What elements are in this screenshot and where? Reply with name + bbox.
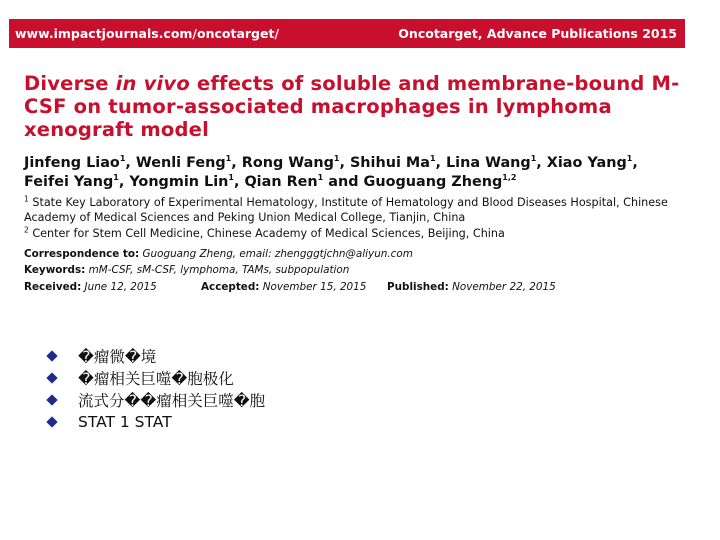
author-name: Feifei Yang [24,174,114,190]
author-separator: , [536,155,547,171]
author-separator: , [435,155,447,171]
diamond-bullet-icon [46,395,57,406]
author-affiliation-mark: 1 [113,173,119,183]
affiliation-2: $^2$ Center for Stem Cell Medicine, Chinese Academy of Medical Sciences, Beijing, China [24,225,505,240]
affiliation-1: $^1$ State Key Laboratory of Experimental Hematology, Institute of Hematology and Blood Diseases Hospital, Chinese Academy of Medical Sciences and Peking Union Medical College, Tianjin, China [24,194,668,225]
bullet-list [46,345,265,433]
author-affiliation-mark: 1 [626,154,633,164]
author-separator: , [233,174,245,190]
author-affiliation-mark: 1 [333,154,340,164]
diamond-bullet-icon [46,417,57,428]
author-name: Qian Ren [244,174,318,190]
author-affiliation-mark: 1 [225,154,232,164]
author-separator: , [125,155,136,171]
author-separator: , [632,155,638,171]
paper-title-italic: in vivo [115,72,190,95]
journal-header-bar [9,19,685,48]
accepted-date: Accepted: November 15, 2015 [201,281,367,293]
journal-issue: Oncotarget, Advance Publications 2015 [398,26,677,41]
bullet-item [46,367,265,389]
author-separator: , [231,155,242,171]
author-name: Lina Wang [446,155,531,171]
author-affiliation-mark: 1,2 [502,173,517,183]
bullet-text: �瘤微�境 [78,348,157,366]
author-affiliation-mark: 1 [530,154,537,164]
published-date: Published: November 22, 2015 [387,281,556,293]
author-list [24,154,684,192]
bullet-text: 流式分��瘤相关巨噬�胞 [78,392,266,410]
bullet-item [46,411,265,433]
author-name: Shihui Ma [349,155,430,171]
author-name: Wenli Feng [135,155,226,171]
author-separator: , [118,174,130,190]
diamond-bullet-icon [46,351,57,362]
bullet-item [46,345,265,367]
bullet-text: �瘤相关巨噬�胞极化 [78,370,234,388]
author-name: Yongmin Lin [129,174,229,190]
author-separator: and [323,174,364,190]
correspondence-line: Correspondence to: Guoguang Zheng, email: zhengggtjchn@aliyun.com [24,248,413,260]
author-affiliation-mark: 1 [429,154,436,164]
paper-title: Diverse in vivo effects of soluble and membrane-bound M-CSF on tumor-associated macrophages in lymphoma xenograft model [24,72,680,141]
bullet-text: STAT 1 STAT [78,413,172,431]
author-name: Guoguang Zheng [363,174,503,190]
keywords-line: Keywords: mM-CSF, sM-CSF, lymphoma, TAMs, subpopulation [24,264,350,276]
author-name: Jinfeng Liao [24,155,120,171]
author-affiliation-mark: 1 [317,173,324,183]
bullet-item [46,389,265,411]
journal-url: www.impactjournals.com/oncotarget/ [15,26,280,41]
author-affiliation-mark: 1 [119,154,126,164]
author-name: Xiao Yang [546,155,627,171]
author-affiliation-mark: 1 [228,173,234,183]
dates-line [24,281,684,295]
received-date: Received: June 12, 2015 [24,281,157,293]
author-name: Rong Wang [241,155,334,171]
author-separator: , [339,155,350,171]
diamond-bullet-icon [46,373,57,384]
